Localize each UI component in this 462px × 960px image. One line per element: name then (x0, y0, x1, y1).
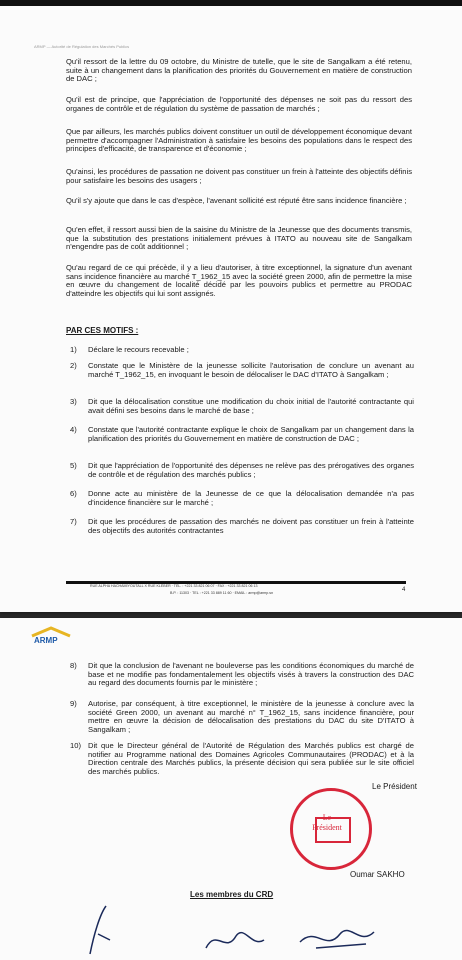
official-stamp-icon (290, 788, 372, 870)
paragraph: Que par ailleurs, les marchés publics doivent constituer un outil de développement économique devant permettre d'accompagner l'Administration à satisfaire les besoins des populations dans le respect des principes d'efficacité, de transparence et d'économie ; (66, 127, 412, 154)
paragraph: Qu'au regard de ce qui précède, il y a lieu d'autoriser, à titre exceptionnel, la signature d'un avenant sans incidence financière au marché T_1962_15 avec la société green 2000, afin de permettre la mise en œuvre du changement de localité décidé par les pouvoirs publics et permettre au PRODAC d'atteindre les objectifs qui lui sont assignés. (66, 263, 412, 298)
item-text: Déclare le recours recevable ; (88, 345, 189, 354)
item-text: Donne acte au ministère de la Jeunesse de ce que la délocalisation demandée n'a pas d'incidence financière sur le marché ; (88, 489, 414, 507)
president-name: Oumar SAKHO (350, 870, 405, 879)
list-item (70, 346, 414, 355)
list-item (70, 362, 414, 379)
item-number: 4) (70, 425, 77, 434)
item-number: 5) (70, 461, 77, 470)
footer-contact: B.P. : 11303 · TEL : +221 33 889 11 60 · EMAIL : armp@armp.sn (170, 591, 274, 595)
signature-icon (296, 918, 376, 958)
paragraph: Qu'ainsi, les procédures de passation ne doivent pas constituer un frein à l'atteinte des objectifs définis pour satisfaire les besoins des usagers ; (66, 167, 412, 185)
item-text: Dit que la conclusion de l'avenant ne bouleverse pas les conditions économiques du marché de base et ne modifie pas fondamentalement les objectifs visés à travers la construction des DAC au regard des documents fournis par le ministère ; (88, 661, 414, 688)
list-item (70, 700, 414, 734)
item-number: 1) (70, 345, 77, 354)
item-text: Constate que le Ministère de la jeunesse sollicite l'autorisation de conclure un avenant au marché T_1962_15, en invoquant le besoin de délocaliser le DAC d'ITATO à Sangalkam ; (88, 361, 414, 379)
logo-text: ARMP (34, 636, 58, 645)
stamp-text: Le Président (312, 813, 342, 832)
item-number: 9) (70, 699, 77, 708)
item-text: Dit que l'appréciation de l'opportunité des dépenses ne relève pas des prérogatives des organes de contrôle et de régulation des marchés publics ; (88, 461, 414, 479)
item-number: 10) (70, 741, 81, 750)
motifs-heading: PAR CES MOTIFS : (66, 326, 139, 335)
item-text: Dit que la délocalisation constitue une modification du choix initial de l'autorité contractante qui avait défini ses besoins dans le marché de base ; (88, 397, 414, 415)
paragraph: Qu'il est de principe, que l'appréciation de l'opportunité des dépenses ne soit pas du ressort des organes de contrôle et de régulation du système de passation de marchés ; (66, 95, 412, 113)
paragraph: Qu'il s'y ajoute que dans le cas d'espèce, l'avenant sollicité est réputé être sans incidence financière ; (66, 196, 407, 205)
list-item (70, 742, 414, 776)
item-text: Constate que l'autorité contractante explique le choix de Sangalkam par un changement dans la planification des priorités du Gouvernement en matière de construction de DAC ; (88, 425, 414, 443)
list-item (70, 490, 414, 507)
list-item (70, 398, 414, 415)
members-heading: Les membres du CRD (190, 890, 274, 899)
item-number: 3) (70, 397, 77, 406)
item-number: 7) (70, 517, 77, 526)
item-number: 2) (70, 361, 77, 370)
item-number: 6) (70, 489, 77, 498)
list-item (70, 662, 414, 688)
document-page-2 (0, 618, 462, 960)
page-number: 4 (402, 587, 406, 593)
signature-icon (80, 904, 120, 956)
footer-address: RUE ALPHA HACHAMIYOUTALL X RUE KLÉBER · TÉL. : +221 33 821 06 07 · FAX : +221 33 821 06 13 (90, 584, 258, 588)
page-header: ARMP — Autorité de Régulation des Marchés Publics (34, 44, 130, 49)
list-item (70, 426, 414, 443)
list-item (70, 462, 414, 479)
list-item (70, 518, 414, 535)
item-text: Dit que le Directeur général de l'Autorité de Régulation des Marchés publics est chargé de notifier au Programme national des Domaines Agricoles Communautaires (PRODAC) et à la Direction centrale des Marchés publics, la présente décision qui sera publiée sur le site officiel des marchés publics. (88, 741, 414, 776)
paragraph: Qu'il ressort de la lettre du 09 octobre, du Ministre de tutelle, que le site de Sangalkam a été retenu, suite à un changement dans la planification des priorités du Gouvernement en matière de construction de DAC ; (66, 57, 412, 84)
paragraph: Qu'en effet, il ressort aussi bien de la saisine du Ministre de la Jeunesse que des documents transmis, que la substitution des prestations initialement prévues à ITATO au nouveau site de Sangalkam n'engendre pas de coût additionnel ; (66, 225, 412, 252)
signature-icon (200, 918, 270, 958)
president-label: Le Président (372, 782, 417, 791)
item-text: Autorise, par conséquent, à titre exceptionnel, le ministère de la jeunesse à conclure avec la société Green 2000, un avenant au marché n° T_1962_15, sans incidence financière, pour mettre en œuvre la décision de délocalisation des prestations du DAC du site D'ITATO à Sangalkam ; (88, 699, 414, 734)
item-number: 8) (70, 661, 77, 670)
item-text: Dit que les procédures de passation des marchés ne doivent pas constituer un frein à l'atteinte des objectifs des autorités contractantes (88, 517, 414, 535)
